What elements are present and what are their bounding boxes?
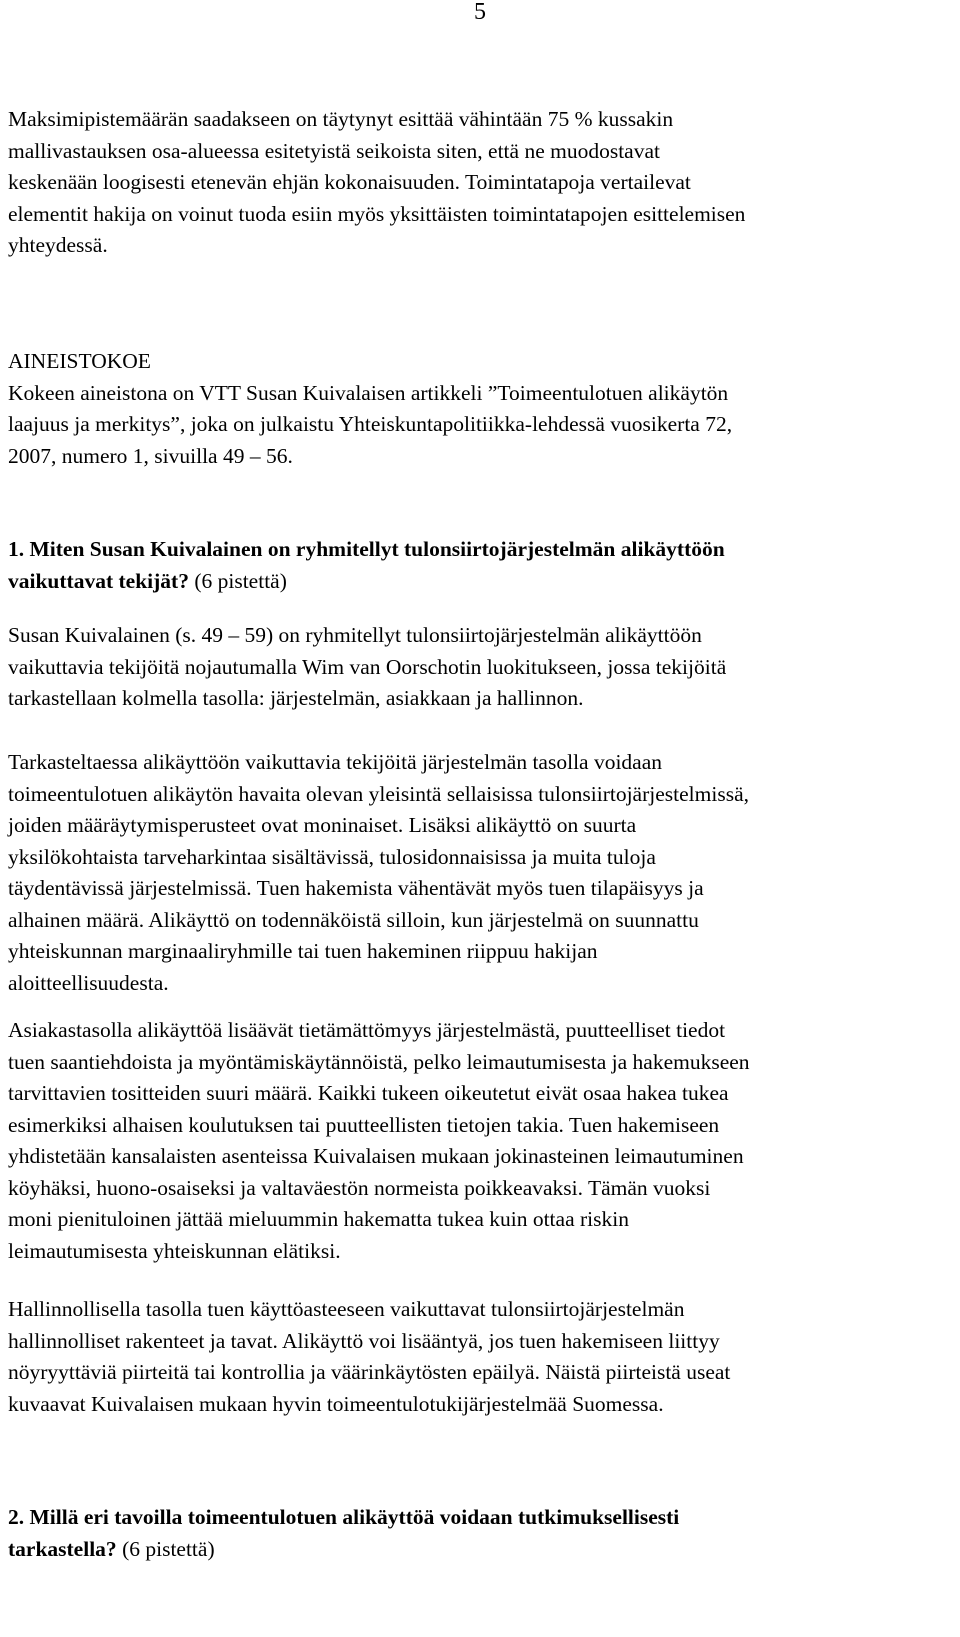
client-level-paragraph — [8, 1015, 948, 1267]
question-text: 2. Millä eri tavoilla toimeentulotuen alikäyttöä voidaan tutkimuksellisesti — [8, 1505, 680, 1529]
text-line: Susan Kuivalainen (s. 49 – 59) on ryhmitellyt tulonsiirtojärjestelmän alikäyttöön — [8, 623, 702, 647]
intro-paragraph — [8, 104, 948, 262]
text-line: kuvaavat Kuivalaisen mukaan hyvin toimeentulotukijärjestelmää Suomessa. — [8, 1391, 664, 1416]
text-line: täydentävissä järjestelmissä. Tuen hakemista vähentävät myös tuen tilapäisyys ja — [8, 876, 704, 900]
question-2 — [8, 1502, 948, 1565]
text-line: joiden määräytymisperusteet ovat moninaiset. Lisäksi alikäyttö on suurta — [8, 813, 637, 837]
text-line: tuen saantiehdoista ja myöntämiskäytännöistä, pelko leimautumisesta ja hakemukseen — [8, 1049, 750, 1074]
material-heading: AINEISTOKOE — [8, 349, 151, 373]
text-line: laajuus ja merkitys”, joka on julkaistu Yhteiskuntapolitiikka-lehdessä vuosikerta 72, — [8, 412, 733, 436]
question-1 — [8, 534, 948, 597]
answer-1-intro — [8, 620, 948, 715]
text-line: moni pienituloinen jättää mieluummin hakematta tukea kuin ottaa riskin — [8, 1207, 629, 1231]
text-line: keskenään loogisesti etenevän ehjän kokonaisuuden. Toimintatapoja vertailevat — [8, 170, 691, 194]
text-line: elementit hakija on voinut tuoda esiin myös yksittäisten toimintatapojen esittelemisen — [8, 201, 746, 226]
page-number: 5 — [474, 0, 486, 25]
text-line: Kokeen aineistona on VTT Susan Kuivalaisen artikkeli ”Toimeentulotuen alikäytön — [8, 380, 729, 405]
text-line: yhdistetään kansalaisten asenteissa Kuivalaisen mukaan jokinasteinen leimautuminen — [8, 1144, 744, 1168]
text-line: yksilökohtaista tarveharkintaa sisältävissä, tulosidonnaisissa ja muita tuloja — [8, 844, 656, 869]
question-text: 1. Miten Susan Kuivalainen on ryhmitellyt tulonsiirtojärjestelmän alikäyttöön — [8, 537, 725, 561]
question-points: (6 pistettä) — [116, 1536, 215, 1561]
question-text: tarkastella? — [8, 1536, 117, 1561]
question-points: (6 pistettä) — [188, 568, 287, 593]
text-line: vaikuttavia tekijöitä nojautumalla Wim van Oorschotin luokitukseen, jossa tekijöitä — [8, 654, 727, 679]
text-line: leimautumisesta yhteiskunnan elätiksi. — [8, 1238, 341, 1263]
text-line: yhteydessä. — [8, 233, 108, 257]
text-line: 2007, numero 1, sivuilla 49 – 56. — [8, 443, 293, 468]
text-line: esimerkiksi alhaisen koulutuksen tai puutteellisten tietojen takia. Tuen hakemiseen — [8, 1112, 720, 1137]
system-level-paragraph — [8, 747, 948, 999]
question-text: vaikuttavat tekijät? — [8, 568, 189, 593]
text-line: köyhäksi, huono-osaiseksi ja valtaväestön normeista poikkeavaksi. Tämän vuoksi — [8, 1175, 711, 1200]
text-line: tarkastellaan kolmella tasolla: järjestelmän, asiakkaan ja hallinnon. — [8, 686, 584, 710]
admin-level-paragraph — [8, 1294, 948, 1420]
text-line: Asiakastasolla alikäyttöä lisäävät tietämättömyys järjestelmästä, puutteelliset tiedot — [8, 1018, 726, 1042]
text-line: Maksimipistemäärän saadakseen on täytynyt esittää vähintään 75 % kussakin — [8, 107, 674, 131]
material-section — [8, 346, 948, 472]
text-line: Tarkasteltaessa alikäyttöön vaikuttavia tekijöitä järjestelmän tasolla voidaan — [8, 750, 663, 774]
text-line: mallivastauksen osa-alueessa esitetyistä seikoista siten, että ne muodostavat — [8, 138, 660, 163]
text-line: Hallinnollisella tasolla tuen käyttöasteeseen vaikuttavat tulonsiirtojärjestelmän — [8, 1297, 685, 1321]
text-line: tarvittavien tositteiden suuri määrä. Kaikki tukeen oikeutetut eivät osaa hakea tukea — [8, 1081, 729, 1105]
text-line: toimeentulotuen alikäytön havaita olevan yleisintä sellaisissa tulonsiirtojärjestelmissä, — [8, 781, 749, 806]
text-line: aloitteellisuudesta. — [8, 970, 169, 995]
text-line: alhainen määrä. Alikäyttö on todennäköistä silloin, kun järjestelmä on suunnattu — [8, 907, 699, 932]
text-line: hallinnolliset rakenteet ja tavat. Alikäyttö voi lisääntyä, jos tuen hakemiseen liittyy — [8, 1328, 720, 1353]
text-line: nöyryyttäviä piirteitä tai kontrollia ja väärinkäytösten epäilyä. Näistä piirteistä useat — [8, 1360, 731, 1384]
text-line: yhteiskunnan marginaaliryhmille tai tuen hakeminen riippuu hakijan — [8, 939, 598, 963]
